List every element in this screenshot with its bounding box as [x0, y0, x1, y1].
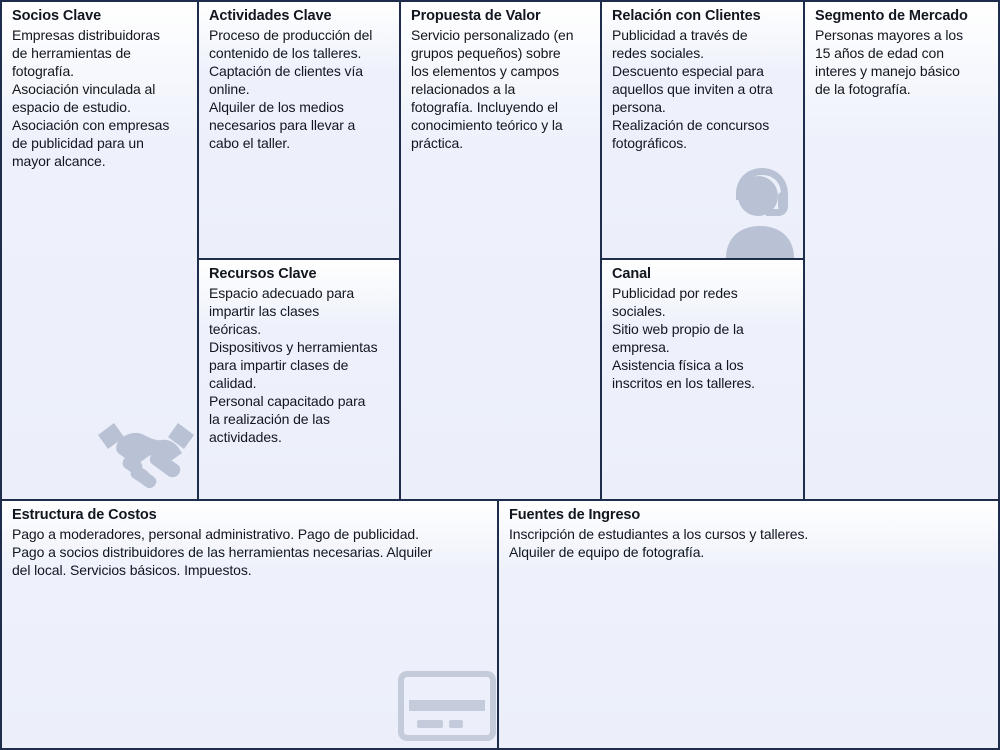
segmento-de-mercado-content: [805, 2, 998, 102]
estructura-de-costos-title: Estructura de Costos: [12, 507, 157, 523]
text-line: calidad.: [209, 374, 257, 391]
text-line: grupos pequeños) sobre: [411, 44, 561, 61]
canal-body: [612, 284, 794, 392]
text-line: Asociación con empresas: [12, 116, 170, 133]
canvas-block-recursos-clave: [197, 258, 401, 501]
text-line: Espacio adecuado para: [209, 284, 355, 301]
text-line: Asociación vinculada al: [12, 80, 156, 97]
fuentes-de-ingreso-content: [499, 501, 998, 565]
text-line: de la fotografía.: [815, 80, 911, 97]
relacion-con-clientes-body: [612, 26, 794, 152]
segmento-de-mercado-body: [815, 26, 989, 98]
credit-card-icon: [395, 668, 499, 746]
actividades-clave-title: Actividades Clave: [209, 8, 332, 24]
text-line: Sitio web propio de la: [612, 320, 744, 337]
handshake-icon: [90, 409, 199, 493]
segmento-de-mercado-title: Segmento de Mercado: [815, 8, 968, 24]
text-line: Pago a moderadores, personal administrativo. Pago de publicidad.: [12, 525, 419, 542]
text-line: necesarios para llevar a: [209, 116, 356, 133]
canvas-block-segmento-de-mercado: [803, 0, 1000, 501]
recursos-clave-title: Recursos Clave: [209, 266, 317, 282]
canvas-block-fuentes-de-ingreso: [497, 499, 1000, 750]
fuentes-de-ingreso-title: Fuentes de Ingreso: [509, 507, 641, 523]
text-line: Servicio personalizado (en: [411, 26, 574, 43]
text-line: práctica.: [411, 134, 464, 151]
socios-clave-title: Socios Clave: [12, 8, 102, 24]
text-line: aquellos que inviten a otra: [612, 80, 773, 97]
propuesta-de-valor-body: [411, 26, 591, 152]
propuesta-de-valor-content: [401, 2, 600, 156]
text-line: 15 años de edad con: [815, 44, 944, 61]
socios-clave-body: [12, 26, 188, 170]
recursos-clave-content: [199, 260, 399, 450]
text-line: persona.: [612, 98, 666, 115]
text-line: Alquiler de los medios: [209, 98, 344, 115]
text-line: de herramientas de: [12, 44, 131, 61]
text-line: Asistencia física a los: [612, 356, 744, 373]
text-line: online.: [209, 80, 250, 97]
text-line: actividades.: [209, 429, 282, 446]
text-line: Personas mayores a los: [815, 26, 963, 43]
text-line: para impartir clases de: [209, 356, 349, 373]
canvas-block-socios-clave: [0, 0, 199, 501]
text-line: sociales.: [612, 302, 666, 319]
text-line: teóricas.: [209, 320, 262, 337]
text-line: relacionados a la: [411, 80, 516, 97]
text-line: Captación de clientes vía: [209, 62, 363, 79]
text-line: Inscripción de estudiantes a los cursos y talleres.: [509, 525, 809, 542]
canvas-block-canal: [600, 258, 805, 501]
actividades-clave-body: [209, 26, 390, 152]
canvas-block-relacion-con-clientes: [600, 0, 805, 260]
canvas-block-actividades-clave: [197, 0, 401, 260]
actividades-clave-content: [199, 2, 399, 156]
text-line: Realización de concursos: [612, 116, 770, 133]
text-line: Pago a socios distribuidores de las herramientas necesarias. Alquiler: [12, 543, 433, 560]
canvas-block-estructura-de-costos: [0, 499, 499, 750]
text-line: del local. Servicios básicos. Impuestos.: [12, 561, 252, 578]
text-line: Publicidad por redes: [612, 284, 738, 301]
text-line: cabo el taller.: [209, 134, 290, 151]
text-line: inscritos en los talleres.: [612, 374, 755, 391]
text-line: de publicidad para un: [12, 134, 144, 151]
text-line: Personal capacitado para: [209, 392, 366, 409]
estructura-de-costos-body: [12, 525, 488, 579]
canal-content: [602, 260, 803, 396]
estructura-de-costos-content: [2, 501, 497, 583]
canvas-block-propuesta-de-valor: [399, 0, 602, 501]
text-line: empresa.: [612, 338, 670, 355]
text-line: Dispositivos y herramientas: [209, 338, 378, 355]
text-line: impartir las clases: [209, 302, 320, 319]
relacion-con-clientes-content: [602, 2, 803, 156]
text-line: los elementos y campos: [411, 62, 559, 79]
recursos-clave-body: [209, 284, 390, 446]
canal-title: Canal: [612, 266, 651, 282]
text-line: Proceso de producción del: [209, 26, 373, 43]
text-line: fotográficos.: [612, 134, 687, 151]
text-line: Publicidad a través de: [612, 26, 748, 43]
text-line: Descuento especial para: [612, 62, 764, 79]
propuesta-de-valor-title: Propuesta de Valor: [411, 8, 541, 24]
text-line: Alquiler de equipo de fotografía.: [509, 543, 705, 560]
socios-clave-content: [2, 2, 197, 174]
text-line: fotografía.: [12, 62, 74, 79]
text-line: conocimiento teórico y la: [411, 116, 563, 133]
text-line: redes sociales.: [612, 44, 704, 61]
text-line: contenido de los talleres.: [209, 44, 362, 61]
relacion-con-clientes-title: Relación con Clientes: [612, 8, 761, 24]
text-line: fotografía. Incluyendo el: [411, 98, 558, 115]
fuentes-de-ingreso-body: [509, 525, 989, 561]
text-line: espacio de estudio.: [12, 98, 131, 115]
text-line: interes y manejo básico: [815, 62, 960, 79]
text-line: la realización de las: [209, 411, 330, 428]
text-line: Empresas distribuidoras: [12, 26, 160, 43]
text-line: mayor alcance.: [12, 153, 106, 170]
